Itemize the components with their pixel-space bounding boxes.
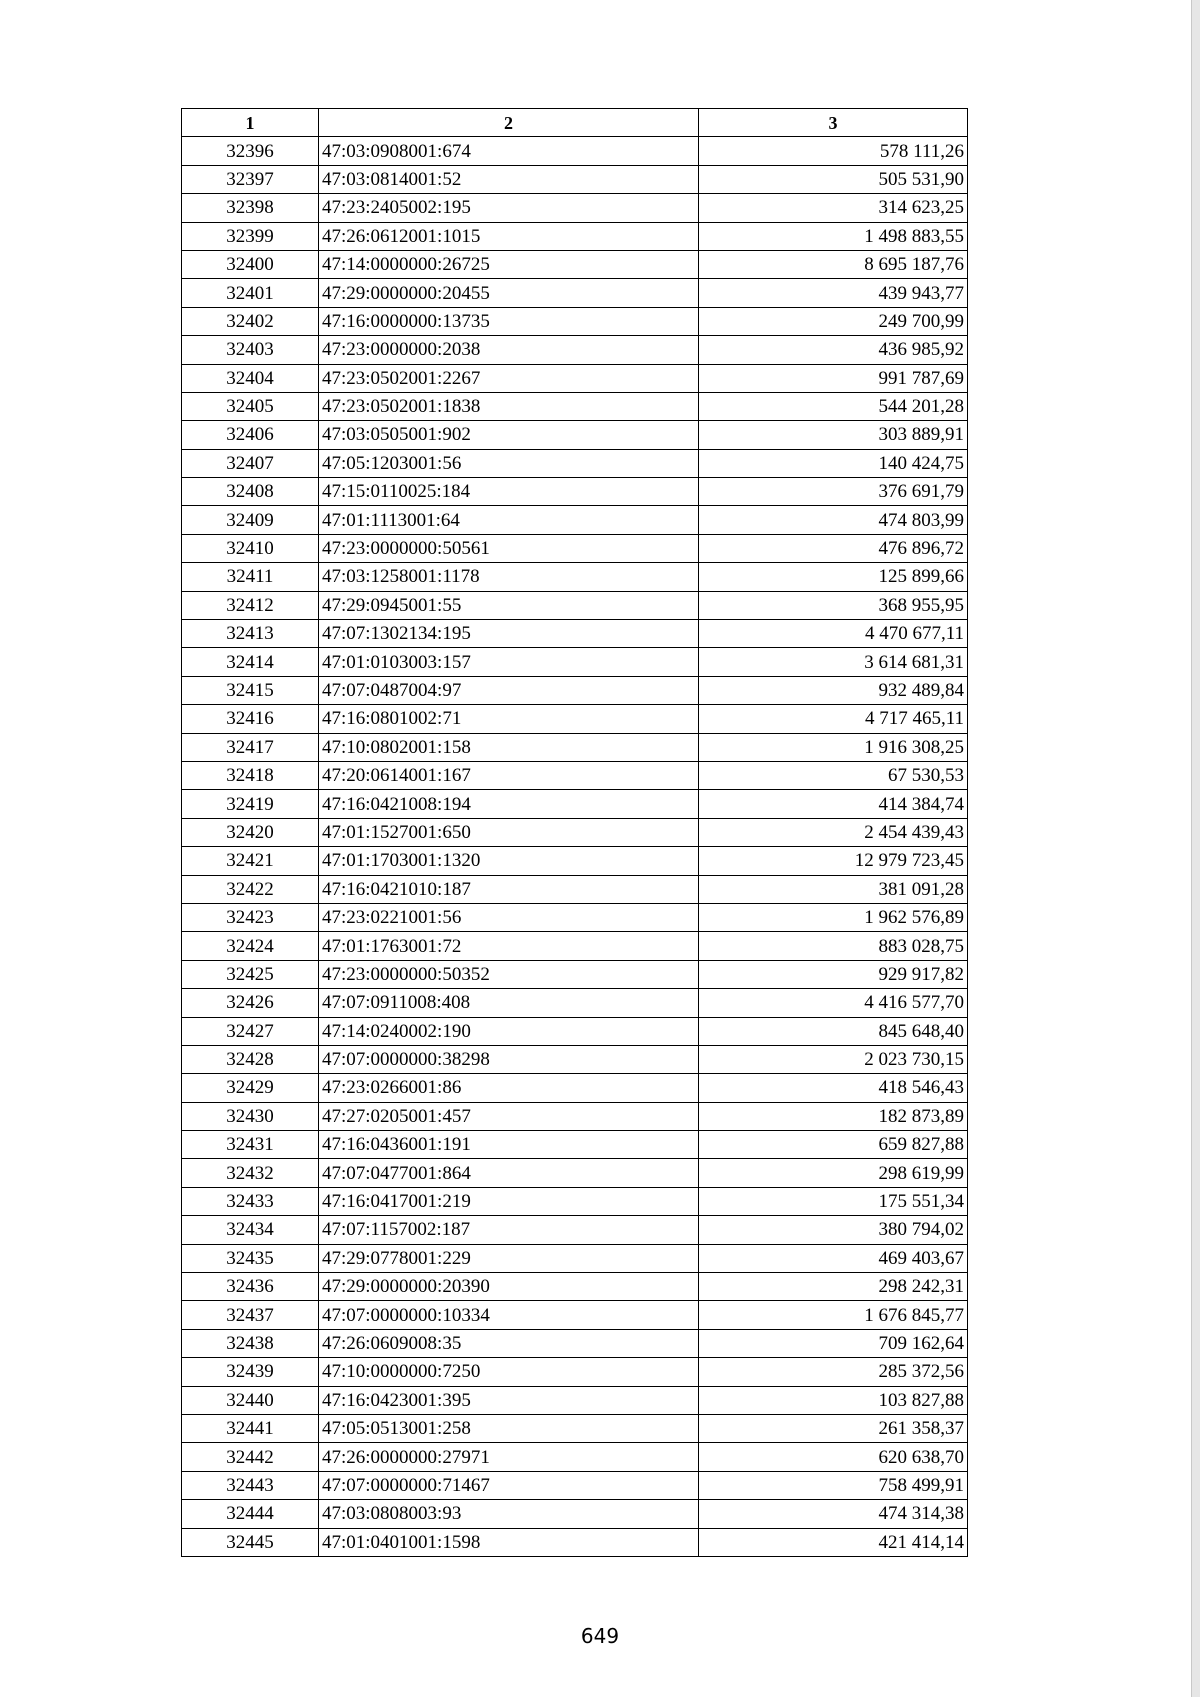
table-row	[182, 392, 968, 420]
cadastral-number-cell: 47:23:2405002:195	[319, 194, 699, 222]
table-row	[182, 903, 968, 931]
table-row	[182, 1443, 968, 1471]
row-number-cell: 32436	[182, 1273, 319, 1301]
value-cell: 140 424,75	[699, 449, 968, 477]
row-number-cell: 32418	[182, 761, 319, 789]
value-cell: 578 111,26	[699, 137, 968, 165]
value-cell: 12 979 723,45	[699, 847, 968, 875]
value-cell: 67 530,53	[699, 761, 968, 789]
row-number-cell: 32414	[182, 648, 319, 676]
row-number-cell: 32441	[182, 1414, 319, 1442]
row-number-cell: 32439	[182, 1358, 319, 1386]
table-row	[182, 1329, 968, 1357]
table-row	[182, 194, 968, 222]
header-row	[182, 109, 968, 137]
cadastral-number-cell: 47:23:0000000:50561	[319, 534, 699, 562]
row-number-cell: 32403	[182, 336, 319, 364]
row-number-cell: 32435	[182, 1244, 319, 1272]
cadastral-number-cell: 47:07:1302134:195	[319, 620, 699, 648]
cadastral-number-cell: 47:03:0505001:902	[319, 421, 699, 449]
row-number-cell: 32416	[182, 705, 319, 733]
value-cell: 991 787,69	[699, 364, 968, 392]
value-cell: 4 717 465,11	[699, 705, 968, 733]
cadastral-number-cell: 47:16:0421010:187	[319, 875, 699, 903]
table-row	[182, 875, 968, 903]
row-number-cell: 32406	[182, 421, 319, 449]
row-number-cell: 32434	[182, 1216, 319, 1244]
table-row	[182, 421, 968, 449]
cadastral-number-cell: 47:23:0000000:2038	[319, 336, 699, 364]
row-number-cell: 32408	[182, 478, 319, 506]
row-number-cell: 32426	[182, 989, 319, 1017]
row-number-cell: 32398	[182, 194, 319, 222]
value-cell: 439 943,77	[699, 279, 968, 307]
table-row	[182, 1500, 968, 1528]
value-cell: 8 695 187,76	[699, 250, 968, 278]
table-row	[182, 1528, 968, 1556]
value-cell: 474 803,99	[699, 506, 968, 534]
value-cell: 474 314,38	[699, 1500, 968, 1528]
value-cell: 376 691,79	[699, 478, 968, 506]
cadastral-number-cell: 47:07:0000000:38298	[319, 1045, 699, 1073]
value-cell: 709 162,64	[699, 1329, 968, 1357]
row-number-cell: 32400	[182, 250, 319, 278]
table-row	[182, 449, 968, 477]
cadastral-number-cell: 47:16:0423001:395	[319, 1386, 699, 1414]
table-row	[182, 1017, 968, 1045]
cadastral-number-cell: 47:26:0609008:35	[319, 1329, 699, 1357]
value-cell: 285 372,56	[699, 1358, 968, 1386]
cadastral-number-cell: 47:16:0417001:219	[319, 1187, 699, 1215]
row-number-cell: 32409	[182, 506, 319, 534]
cadastral-number-cell: 47:23:0221001:56	[319, 903, 699, 931]
table-row	[182, 534, 968, 562]
cadastral-number-cell: 47:26:0612001:1015	[319, 222, 699, 250]
table-row	[182, 733, 968, 761]
value-cell: 298 242,31	[699, 1273, 968, 1301]
cadastral-number-cell: 47:07:0487004:97	[319, 676, 699, 704]
cadastral-number-cell: 47:29:0778001:229	[319, 1244, 699, 1272]
row-number-cell: 32396	[182, 137, 319, 165]
row-number-cell: 32411	[182, 563, 319, 591]
cadastral-number-cell: 47:16:0421008:194	[319, 790, 699, 818]
table-row	[182, 307, 968, 335]
value-cell: 505 531,90	[699, 165, 968, 193]
cadastral-number-cell: 47:26:0000000:27971	[319, 1443, 699, 1471]
value-cell: 421 414,14	[699, 1528, 968, 1556]
value-cell: 249 700,99	[699, 307, 968, 335]
cadastral-number-cell: 47:01:1527001:650	[319, 818, 699, 846]
value-cell: 929 917,82	[699, 960, 968, 988]
row-number-cell: 32432	[182, 1159, 319, 1187]
value-cell: 436 985,92	[699, 336, 968, 364]
row-number-cell: 32397	[182, 165, 319, 193]
cadastral-number-cell: 47:16:0801002:71	[319, 705, 699, 733]
row-number-cell: 32433	[182, 1187, 319, 1215]
table-row	[182, 1074, 968, 1102]
cadastral-number-cell: 47:03:0814001:52	[319, 165, 699, 193]
value-cell: 883 028,75	[699, 932, 968, 960]
cadastral-number-cell: 47:14:0000000:26725	[319, 250, 699, 278]
table-row	[182, 1216, 968, 1244]
table-row	[182, 1045, 968, 1073]
table-row	[182, 1301, 968, 1329]
table-row	[182, 1273, 968, 1301]
table-row	[182, 137, 968, 165]
data-table	[181, 108, 968, 1557]
table-row	[182, 761, 968, 789]
cadastral-number-cell: 47:07:0000000:71467	[319, 1471, 699, 1499]
value-cell: 476 896,72	[699, 534, 968, 562]
table-row	[182, 847, 968, 875]
page-edge-shadow	[1191, 0, 1200, 1697]
value-cell: 314 623,25	[699, 194, 968, 222]
cadastral-number-cell: 47:27:0205001:457	[319, 1102, 699, 1130]
cadastral-number-cell: 47:07:0477001:864	[319, 1159, 699, 1187]
value-cell: 758 499,91	[699, 1471, 968, 1499]
row-number-cell: 32424	[182, 932, 319, 960]
table-row	[182, 222, 968, 250]
value-cell: 125 899,66	[699, 563, 968, 591]
cadastral-number-cell: 47:16:0436001:191	[319, 1131, 699, 1159]
cadastral-number-cell: 47:10:0000000:7250	[319, 1358, 699, 1386]
value-cell: 845 648,40	[699, 1017, 968, 1045]
cadastral-number-cell: 47:29:0945001:55	[319, 591, 699, 619]
value-cell: 418 546,43	[699, 1074, 968, 1102]
cadastral-number-cell: 47:29:0000000:20455	[319, 279, 699, 307]
cadastral-number-cell: 47:16:0000000:13735	[319, 307, 699, 335]
table-row	[182, 1244, 968, 1272]
cadastral-number-cell: 47:14:0240002:190	[319, 1017, 699, 1045]
cadastral-number-cell: 47:23:0502001:1838	[319, 392, 699, 420]
row-number-cell: 32402	[182, 307, 319, 335]
column-header-2: 2	[319, 109, 699, 137]
value-cell: 3 614 681,31	[699, 648, 968, 676]
table-row	[182, 676, 968, 704]
row-number-cell: 32442	[182, 1443, 319, 1471]
cadastral-number-cell: 47:05:1203001:56	[319, 449, 699, 477]
cadastral-number-cell: 47:23:0502001:2267	[319, 364, 699, 392]
table-row	[182, 1159, 968, 1187]
value-cell: 2 023 730,15	[699, 1045, 968, 1073]
table-row	[182, 960, 968, 988]
table-row	[182, 705, 968, 733]
value-cell: 368 955,95	[699, 591, 968, 619]
row-number-cell: 32405	[182, 392, 319, 420]
table-row	[182, 932, 968, 960]
cadastral-number-cell: 47:29:0000000:20390	[319, 1273, 699, 1301]
table-row	[182, 1471, 968, 1499]
value-cell: 4 470 677,11	[699, 620, 968, 648]
row-number-cell: 32437	[182, 1301, 319, 1329]
value-cell: 659 827,88	[699, 1131, 968, 1159]
cadastral-number-cell: 47:03:0908001:674	[319, 137, 699, 165]
cadastral-number-cell: 47:10:0802001:158	[319, 733, 699, 761]
row-number-cell: 32440	[182, 1386, 319, 1414]
table-row	[182, 1131, 968, 1159]
table-row	[182, 1386, 968, 1414]
row-number-cell: 32413	[182, 620, 319, 648]
table-row	[182, 1187, 968, 1215]
value-cell: 1 498 883,55	[699, 222, 968, 250]
row-number-cell: 32427	[182, 1017, 319, 1045]
table-row	[182, 1358, 968, 1386]
value-cell: 261 358,37	[699, 1414, 968, 1442]
value-cell: 544 201,28	[699, 392, 968, 420]
column-header-1: 1	[182, 109, 319, 137]
row-number-cell: 32401	[182, 279, 319, 307]
table-row	[182, 563, 968, 591]
row-number-cell: 32444	[182, 1500, 319, 1528]
value-cell: 303 889,91	[699, 421, 968, 449]
table-row	[182, 478, 968, 506]
table-row	[182, 591, 968, 619]
table-row	[182, 620, 968, 648]
cadastral-number-cell: 47:05:0513001:258	[319, 1414, 699, 1442]
page-number: 649	[580, 1624, 620, 1648]
table-row	[182, 989, 968, 1017]
table-row	[182, 250, 968, 278]
row-number-cell: 32421	[182, 847, 319, 875]
cadastral-number-cell: 47:23:0266001:86	[319, 1074, 699, 1102]
value-cell: 620 638,70	[699, 1443, 968, 1471]
cadastral-number-cell: 47:20:0614001:167	[319, 761, 699, 789]
column-header-3: 3	[699, 109, 968, 137]
row-number-cell: 32443	[182, 1471, 319, 1499]
row-number-cell: 32425	[182, 960, 319, 988]
row-number-cell: 32410	[182, 534, 319, 562]
row-number-cell: 32428	[182, 1045, 319, 1073]
value-cell: 1 676 845,77	[699, 1301, 968, 1329]
table-row	[182, 1414, 968, 1442]
value-cell: 175 551,34	[699, 1187, 968, 1215]
table-row	[182, 336, 968, 364]
value-cell: 182 873,89	[699, 1102, 968, 1130]
value-cell: 414 384,74	[699, 790, 968, 818]
value-cell: 2 454 439,43	[699, 818, 968, 846]
cadastral-number-cell: 47:03:0808003:93	[319, 1500, 699, 1528]
row-number-cell: 32399	[182, 222, 319, 250]
value-cell: 298 619,99	[699, 1159, 968, 1187]
cadastral-number-cell: 47:01:0401001:1598	[319, 1528, 699, 1556]
cadastral-number-cell: 47:03:1258001:1178	[319, 563, 699, 591]
table-row	[182, 279, 968, 307]
table-row	[182, 790, 968, 818]
row-number-cell: 32430	[182, 1102, 319, 1130]
row-number-cell: 32445	[182, 1528, 319, 1556]
cadastral-number-cell: 47:01:1703001:1320	[319, 847, 699, 875]
value-cell: 380 794,02	[699, 1216, 968, 1244]
cadastral-number-cell: 47:07:0000000:10334	[319, 1301, 699, 1329]
table-row	[182, 1102, 968, 1130]
row-number-cell: 32417	[182, 733, 319, 761]
table-body	[182, 137, 968, 1557]
row-number-cell: 32407	[182, 449, 319, 477]
row-number-cell: 32420	[182, 818, 319, 846]
row-number-cell: 32431	[182, 1131, 319, 1159]
cadastral-number-cell: 47:07:0911008:408	[319, 989, 699, 1017]
table-row	[182, 648, 968, 676]
row-number-cell: 32422	[182, 875, 319, 903]
table-header	[182, 109, 968, 137]
row-number-cell: 32404	[182, 364, 319, 392]
value-cell: 932 489,84	[699, 676, 968, 704]
row-number-cell: 32423	[182, 903, 319, 931]
value-cell: 103 827,88	[699, 1386, 968, 1414]
row-number-cell: 32412	[182, 591, 319, 619]
value-cell: 1 962 576,89	[699, 903, 968, 931]
value-cell: 1 916 308,25	[699, 733, 968, 761]
value-cell: 4 416 577,70	[699, 989, 968, 1017]
table-row	[182, 818, 968, 846]
value-cell: 469 403,67	[699, 1244, 968, 1272]
row-number-cell: 32438	[182, 1329, 319, 1357]
table-row	[182, 364, 968, 392]
row-number-cell: 32429	[182, 1074, 319, 1102]
table-row	[182, 165, 968, 193]
cadastral-number-cell: 47:15:0110025:184	[319, 478, 699, 506]
cadastral-number-cell: 47:07:1157002:187	[319, 1216, 699, 1244]
cadastral-number-cell: 47:01:1113001:64	[319, 506, 699, 534]
cadastral-number-cell: 47:01:1763001:72	[319, 932, 699, 960]
table-row	[182, 506, 968, 534]
cadastral-number-cell: 47:23:0000000:50352	[319, 960, 699, 988]
row-number-cell: 32419	[182, 790, 319, 818]
row-number-cell: 32415	[182, 676, 319, 704]
value-cell: 381 091,28	[699, 875, 968, 903]
cadastral-number-cell: 47:01:0103003:157	[319, 648, 699, 676]
